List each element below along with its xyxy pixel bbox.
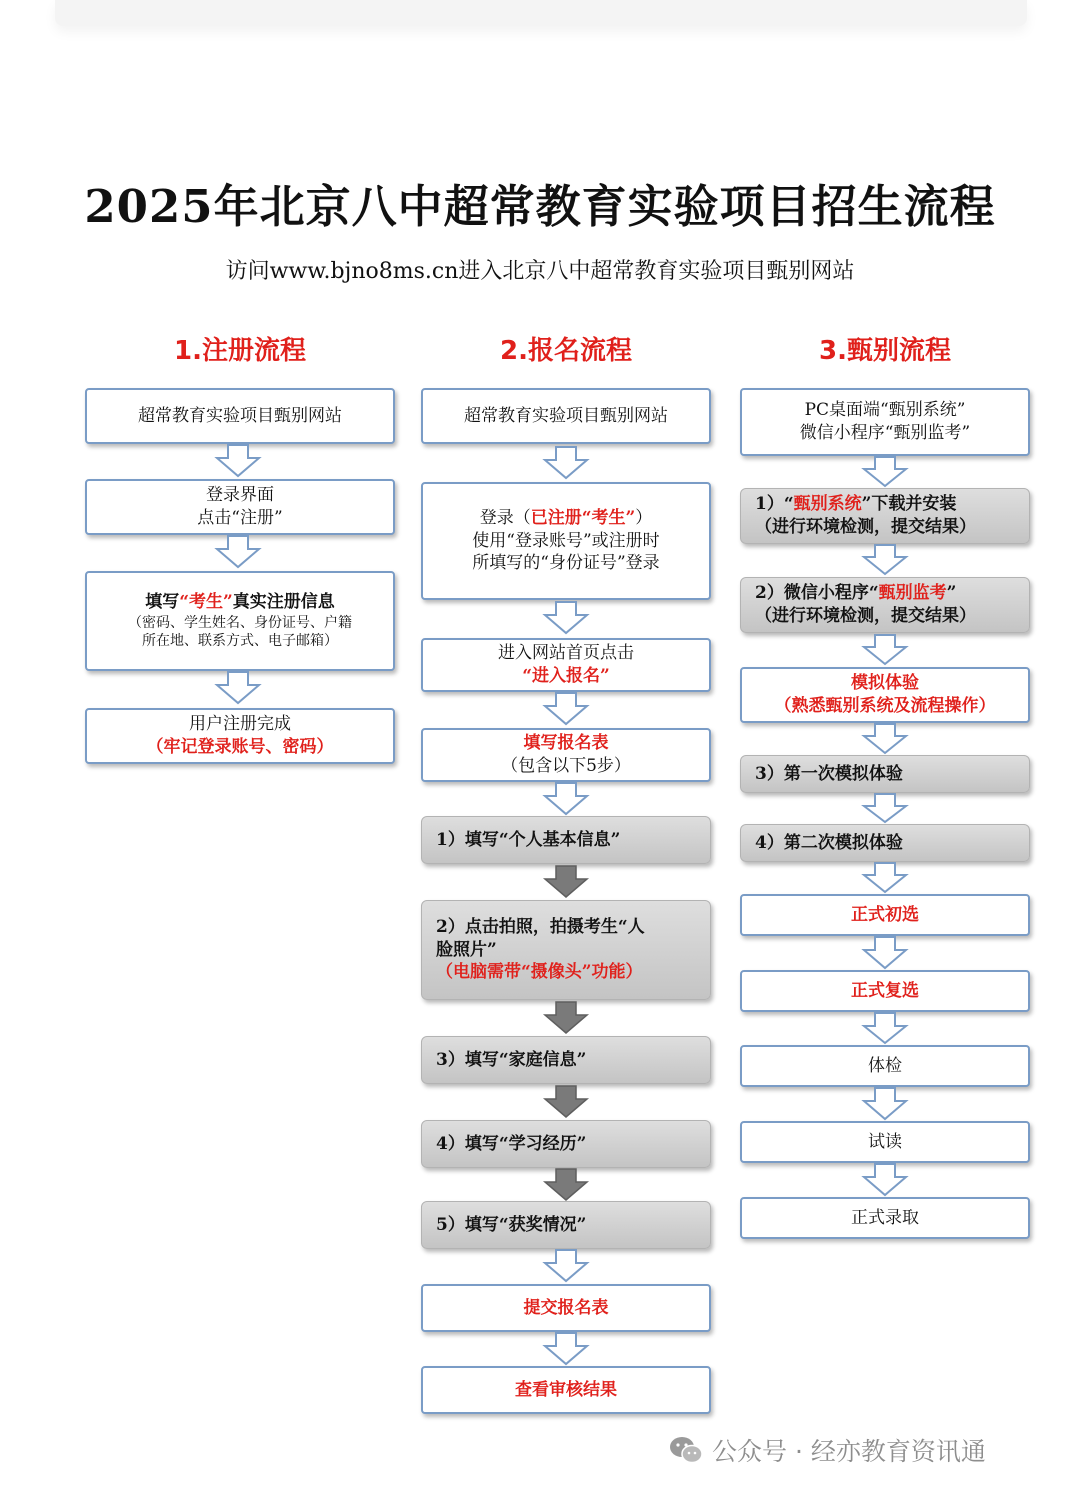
- arrow-down-icon: [861, 544, 909, 576]
- arrow-down-dark-icon: [542, 1085, 590, 1119]
- apply-sub-photo: 2）点击拍照，拍摄考生“人 脸照片” （电脑需带“摄像头”功能）: [421, 900, 711, 1000]
- arrow-down-icon: [542, 601, 590, 635]
- arrow-down-icon: [542, 446, 590, 480]
- screen-step-simulation: 模拟体验 （熟悉甄别系统及流程操作）: [740, 667, 1030, 723]
- arrow-down-icon: [861, 456, 909, 488]
- apply-sub-family: 3）填写“家庭信息”: [421, 1036, 711, 1084]
- apply-step-form: 填写报名表 （包含以下5步）: [421, 728, 711, 782]
- screen-step-platforms: PC桌面端“甄别系统” 微信小程序“甄别监考”: [740, 388, 1030, 456]
- apply-step-review: 查看审核结果: [421, 1366, 711, 1414]
- apply-step-website: 超常教育实验项目甄别网站: [421, 388, 711, 444]
- register-step-fill-info: 填写“考生”真实注册信息 （密码、学生姓名、身份证号、户籍 所在地、联系方式、电子邮箱）: [85, 571, 395, 671]
- screen-step-physical: 体检: [740, 1045, 1030, 1087]
- page-title: 2025年北京八中超常教育实验项目招生流程: [84, 180, 996, 233]
- arrow-down-dark-icon: [542, 1001, 590, 1035]
- page-subtitle: 访问www.bjno8ms.cn进入北京八中超常教育实验项目甄别网站: [225, 259, 855, 284]
- arrow-down-dark-icon: [542, 1168, 590, 1202]
- arrow-down-icon: [861, 723, 909, 755]
- arrow-down-icon: [214, 671, 262, 705]
- arrow-down-icon: [214, 444, 262, 478]
- watermark: [668, 1430, 986, 1470]
- apply-step-submit: 提交报名表: [421, 1284, 711, 1332]
- heading-apply: 2.报名流程: [500, 336, 632, 366]
- arrow-down-dark-icon: [542, 865, 590, 899]
- watermark-text: 公众号 · 经亦教育资讯通: [712, 1437, 986, 1466]
- wechat-icon: [668, 1434, 704, 1466]
- screen-step-sim-1: 3）第一次模拟体验: [740, 755, 1030, 793]
- arrow-down-icon: [861, 1087, 909, 1121]
- top-bar: [55, 0, 1027, 26]
- apply-sub-basic-info: 1）填写“个人基本信息”: [421, 816, 711, 864]
- apply-sub-awards: 5）填写“获奖情况”: [421, 1201, 711, 1249]
- screen-step-install: 1）“甄别系统”下载并安装 （进行环境检测，提交结果）: [740, 488, 1030, 544]
- screen-step-admission: 正式录取: [740, 1197, 1030, 1239]
- heading-register: 1.注册流程: [174, 336, 306, 366]
- arrow-down-icon: [542, 692, 590, 726]
- arrow-down-icon: [861, 634, 909, 666]
- screen-step-second: 正式复选: [740, 970, 1030, 1012]
- arrow-down-icon: [861, 1012, 909, 1045]
- apply-step-enter: 进入网站首页点击 “进入报名”: [421, 638, 711, 692]
- heading-screening: 3.甄别流程: [819, 336, 951, 366]
- arrow-down-icon: [861, 793, 909, 824]
- arrow-down-icon: [861, 862, 909, 894]
- arrow-down-icon: [861, 1163, 909, 1197]
- register-step-complete: 用户注册完成 （牢记登录账号、密码）: [85, 708, 395, 764]
- register-step-login: 登录界面 点击“注册”: [85, 479, 395, 535]
- arrow-down-icon: [542, 1332, 590, 1366]
- screen-step-sim-2: 4）第二次模拟体验: [740, 824, 1030, 862]
- screen-step-preliminary: 正式初选: [740, 894, 1030, 936]
- screen-step-trial: 试读: [740, 1121, 1030, 1163]
- arrow-down-icon: [542, 1249, 590, 1283]
- register-step-website: 超常教育实验项目甄别网站: [85, 388, 395, 444]
- apply-step-login: 登录（已注册“考生”） 使用“登录账号”或注册时 所填写的“身份证号”登录: [421, 482, 711, 600]
- apply-sub-education: 4）填写“学习经历”: [421, 1120, 711, 1168]
- arrow-down-icon: [861, 936, 909, 970]
- arrow-down-icon: [542, 782, 590, 816]
- screen-step-miniapp: 2）微信小程序“甄别监考” （进行环境检测，提交结果）: [740, 577, 1030, 633]
- arrow-down-icon: [214, 535, 262, 569]
